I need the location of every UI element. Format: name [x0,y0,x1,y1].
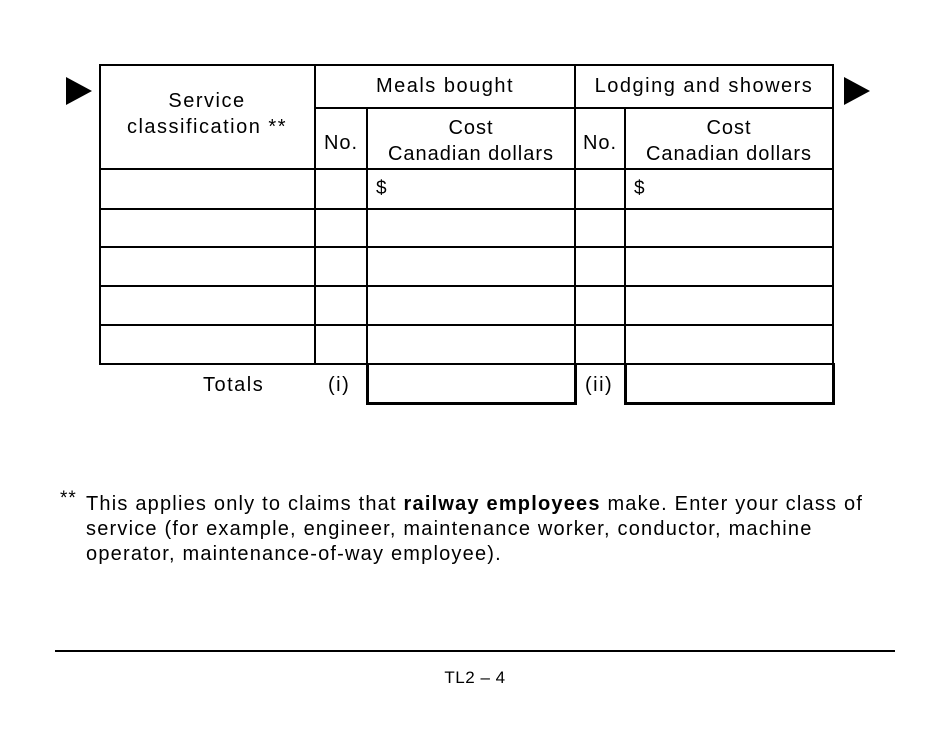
row-5-lodging-cost-input[interactable] [626,326,832,363]
lodging-total-input[interactable] [624,363,835,405]
row-1-meals-no-input[interactable] [316,170,366,208]
row-2-lodging-no-input[interactable] [576,210,624,246]
dollar-sign: $ [634,178,645,199]
row-5-meals-cost-input[interactable] [368,326,574,363]
row-3-meals-no-input[interactable] [316,248,366,285]
row-1-service-input[interactable] [101,170,314,208]
meals-bought-header: Meals bought [375,75,515,97]
row-3-lodging-cost-input[interactable] [626,248,832,285]
row-3-lodging-no-input[interactable] [576,248,624,285]
row-5-lodging-no-input[interactable] [576,326,624,363]
row-5-service-input[interactable] [101,326,314,363]
row-4-lodging-no-input[interactable] [576,287,624,324]
footnote-text: This applies only to claims that railway employees make. Enter your class of service (for example, engineer, maintenance worker, conductor, machine operator, maintenance-of-way employee). [86,493,864,565]
row-4-meals-no-input[interactable] [316,287,366,324]
lodging-total-marker: (ii) [585,374,614,396]
lodging-cost-header: Cost Canadian dollars [645,117,813,165]
row-3-meals-cost-input[interactable] [368,248,574,285]
lodging-showers-header: Lodging and showers [594,75,814,97]
row-4-service-input[interactable] [101,287,314,324]
footer-divider [55,650,895,652]
row-3-service-input[interactable] [101,248,314,285]
row-1-lodging-cost-input[interactable] [626,170,832,208]
continue-arrow-right-icon [844,77,870,105]
row-2-lodging-cost-input[interactable] [626,210,832,246]
lodging-no-header: No. [582,132,618,154]
row-2-meals-no-input[interactable] [316,210,366,246]
continue-arrow-left-icon [66,77,92,105]
row-2-service-input[interactable] [101,210,314,246]
row-4-meals-cost-input[interactable] [368,287,574,324]
row-1-meals-cost-input[interactable] [368,170,574,208]
row-1-lodging-no-input[interactable] [576,170,624,208]
meals-no-header: No. [323,132,359,154]
service-classification-header: Service classification ** [126,90,287,138]
meals-total-marker: (i) [328,374,351,396]
row-5-meals-no-input[interactable] [316,326,366,363]
meals-total-input[interactable] [366,363,577,405]
row-2-meals-cost-input[interactable] [368,210,574,246]
page-number: TL2 – 4 [444,668,506,687]
row-4-lodging-cost-input[interactable] [626,287,832,324]
meals-cost-header: Cost Canadian dollars [387,117,555,165]
footnote-marker: ** [60,488,77,509]
totals-label: Totals [203,374,265,396]
dollar-sign: $ [376,178,387,199]
